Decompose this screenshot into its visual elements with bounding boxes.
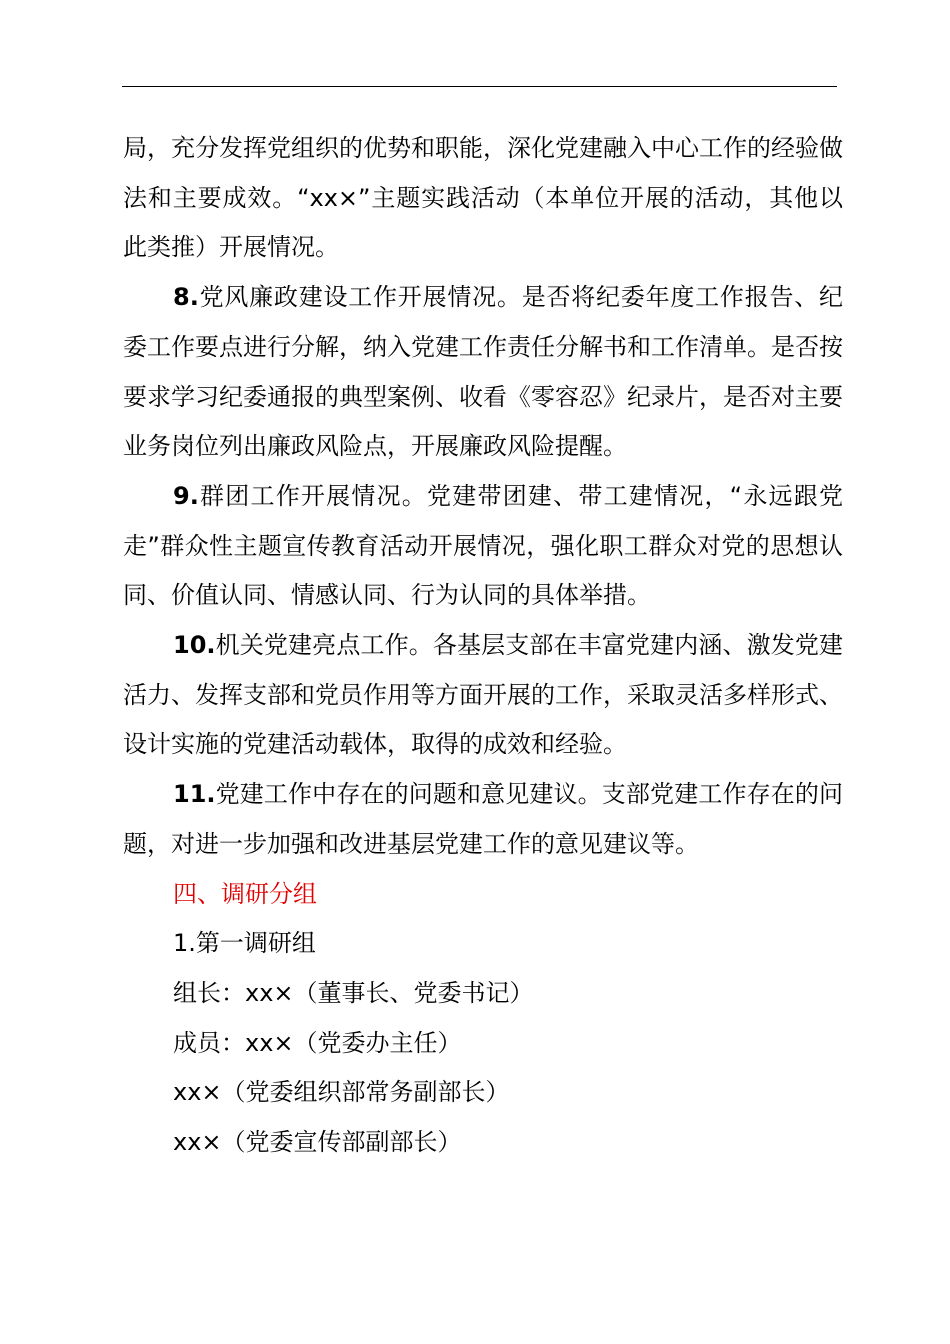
group-1-member-2: xx×（党委组织部常务副部长） <box>173 1078 510 1107</box>
paragraph-10-text: 机关党建亮点工作。各基层支部在丰富党建内涵、激发党建活力、发挥支部和党员作用等方面开展的工作，采取灵活多样形式、设计实施的党建活动载体，取得的成效和经验。 <box>123 631 843 759</box>
paragraph-11 <box>123 770 843 869</box>
paragraph-10 <box>123 621 843 770</box>
group-1-member-1: 成员：xx×（党委办主任） <box>173 1028 462 1057</box>
paragraph-10-number: 10. <box>173 631 216 660</box>
paragraph-9-number: 9. <box>173 481 199 510</box>
paragraph-8-text: 党风廉政建设工作开展情况。是否将纪委年度工作报告、纪委工作要点进行分解，纳入党建工作责任分解书和工作清单。是否按要求学习纪委通报的典型案例、收看《零容忍》纪录片，是否对主要业务岗位列出廉政风险点，开展廉政风险提醒。 <box>123 283 843 461</box>
paragraph-8-number: 8. <box>173 283 199 312</box>
paragraph-8 <box>123 273 843 472</box>
paragraph-9-text: 群团工作开展情况。党建带团建、带工建情况，“永远跟党走”群众性主题宣传教育活动开展情况，强化职工群众对党的思想认同、价值认同、情感认同、行为认同的具体举措。 <box>123 481 843 610</box>
paragraph-11-number: 11. <box>173 780 216 809</box>
group-1-leader: 组长：xx×（董事长、党委书记） <box>173 978 534 1007</box>
paragraph-7-continued: 局，充分发挥党组织的优势和职能，深化党建融入中心工作的经验做法和主要成效。“xx×”主题实践活动（本单位开展的活动，其他以此类推）开展情况。 <box>123 134 843 262</box>
paragraph-11-text: 党建工作中存在的问题和意见建议。支部党建工作存在的问题，对进一步加强和改进基层党建工作的意见建议等。 <box>123 780 843 858</box>
paragraph-9 <box>123 472 843 621</box>
header-rule <box>122 86 837 87</box>
section-heading: 四、调研分组 <box>173 879 317 908</box>
group-1-member-3: xx×（党委宣传部副部长） <box>173 1128 462 1157</box>
document-body <box>123 124 843 1168</box>
group-1-title: 1.第一调研组 <box>173 929 316 958</box>
